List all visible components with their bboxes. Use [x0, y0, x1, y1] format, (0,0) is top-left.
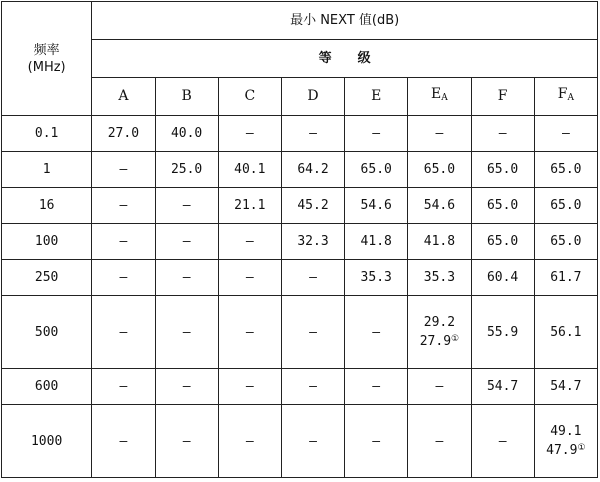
next-value-cell [345, 152, 408, 188]
next-value-cell [345, 260, 408, 296]
next-value: — [182, 433, 191, 449]
next-value-cell [281, 260, 344, 296]
next-value: — [119, 198, 128, 213]
next-value: — [498, 126, 507, 141]
class-letter: F [557, 86, 568, 102]
next-value: — [119, 433, 128, 449]
next-value-cell [155, 296, 218, 369]
next-value: 65.0 [486, 198, 519, 213]
next-value: 56.1 [550, 324, 582, 340]
next-value: 35.3 [423, 270, 456, 285]
next-value-cell [408, 188, 471, 224]
frequency-cell: 100 [2, 224, 92, 260]
next-value-cell [155, 152, 218, 188]
footnote-mark: ① [451, 334, 460, 344]
frequency-cell: 250 [2, 260, 92, 296]
next-value-cell [281, 152, 344, 188]
next-value-cell [281, 116, 344, 152]
class-header-ea [408, 78, 471, 116]
next-value-cell [471, 296, 534, 369]
next-value: 65.0 [550, 234, 582, 249]
next-value: — [182, 234, 191, 249]
next-value-cell [281, 369, 344, 405]
next-value: — [309, 379, 317, 394]
next-value: 41.8 [360, 234, 392, 249]
next-value-cell [534, 369, 597, 405]
next-value: 32.3 [297, 234, 329, 249]
next-value-cell [345, 224, 408, 260]
next-value: — [182, 379, 191, 394]
next-value-cell [408, 116, 471, 152]
table-row [2, 260, 598, 296]
next-value: 25.0 [170, 162, 203, 177]
table-row [2, 188, 598, 224]
next-value: 35.3 [360, 270, 392, 285]
next-value: — [435, 126, 444, 141]
next-value: 65.0 [550, 198, 582, 213]
next-value: 41.8 [423, 234, 456, 249]
next-value: 29.2 [423, 315, 456, 330]
table-row [2, 224, 598, 260]
next-value-cell [155, 224, 218, 260]
next-value-cell [92, 116, 155, 152]
next-value: 45.2 [297, 198, 329, 213]
next-value-cell [534, 405, 597, 478]
next-value: 54.6 [423, 198, 456, 213]
next-value: 54.7 [486, 379, 519, 394]
next-value: — [119, 234, 128, 249]
next-value-cell [471, 116, 534, 152]
class-subscript: A [567, 93, 574, 103]
next-value: 27.9① [419, 334, 460, 349]
frequency-cell: 16 [2, 188, 92, 224]
next-value: — [245, 270, 254, 285]
class-letter: E [371, 88, 382, 104]
next-value-cell [92, 405, 155, 478]
next-value-cell [345, 188, 408, 224]
next-value-cell [155, 188, 218, 224]
next-value: — [372, 324, 381, 340]
next-value: — [182, 198, 191, 213]
next-value-cell [92, 369, 155, 405]
next-value: — [119, 324, 128, 340]
next-value: 54.7 [550, 379, 582, 394]
next-value: — [309, 270, 317, 285]
frequency-header-unit: (MHz) [27, 59, 66, 75]
next-value: — [182, 270, 191, 285]
next-value-cell [471, 405, 534, 478]
next-value-cell [155, 116, 218, 152]
next-value-cell [92, 188, 155, 224]
next-value: 27.0 [107, 126, 140, 141]
next-value-cell [92, 152, 155, 188]
next-value-cell [92, 296, 155, 369]
next-value-cell [218, 296, 281, 369]
next-value-cell [218, 116, 281, 152]
next-value: — [245, 379, 254, 394]
next-value-cell [155, 260, 218, 296]
footnote-mark: ① [577, 443, 586, 453]
next-value-cell [345, 296, 408, 369]
next-value-cell [534, 224, 597, 260]
next-value: 65.0 [550, 162, 582, 177]
class-letter: E [431, 86, 442, 102]
next-value-cell [345, 369, 408, 405]
next-value: — [498, 433, 507, 449]
frequency-header [2, 2, 92, 116]
frequency-cell: 1 [2, 152, 92, 188]
next-value: 60.4 [486, 270, 519, 285]
class-header-f [471, 78, 534, 116]
next-value-cell [218, 152, 281, 188]
next-value-cell [471, 188, 534, 224]
next-value-cell [218, 369, 281, 405]
next-value-cell [534, 188, 597, 224]
next-value: — [372, 126, 381, 141]
table-row [2, 369, 598, 405]
next-value: — [372, 379, 381, 394]
class-letter: D [307, 88, 319, 104]
class-header-a [92, 78, 155, 116]
next-value: 55.9 [486, 324, 519, 340]
next-value-cell [281, 188, 344, 224]
table-row [2, 152, 598, 188]
group-title: 最小 NEXT 值(dB) [92, 2, 598, 40]
class-title: 等 级 [92, 40, 598, 78]
next-value: 61.7 [550, 270, 582, 285]
next-value-cell [471, 260, 534, 296]
table-row [2, 405, 598, 478]
next-value-cell [92, 224, 155, 260]
next-value-cell [534, 296, 597, 369]
next-value-cell [155, 405, 218, 478]
next-value: — [119, 379, 128, 394]
next-value: 21.1 [234, 198, 266, 213]
next-value-cell [408, 152, 471, 188]
next-value-cell [281, 296, 344, 369]
next-value: — [435, 433, 444, 449]
class-letter: B [181, 88, 192, 104]
next-value: 47.9① [546, 443, 586, 458]
frequency-header-label: 频率 [33, 42, 60, 58]
next-value-cell [408, 296, 471, 369]
next-value-cell [534, 260, 597, 296]
next-value: 40.0 [170, 126, 203, 141]
next-value: — [435, 379, 444, 394]
next-value-cell [281, 405, 344, 478]
next-value: — [245, 234, 254, 249]
next-value: — [561, 126, 570, 141]
next-value: 65.0 [486, 234, 519, 249]
next-value-cell [92, 260, 155, 296]
class-letter: F [497, 88, 508, 104]
class-header-c [218, 78, 281, 116]
next-value: 64.2 [297, 162, 329, 177]
next-value-cell [218, 405, 281, 478]
next-value: 49.1 [550, 424, 582, 439]
next-value: — [245, 433, 254, 449]
next-value-table [1, 1, 598, 478]
table-row [2, 296, 598, 369]
next-value-cell [155, 369, 218, 405]
next-value: — [245, 126, 254, 141]
next-value: 65.0 [423, 162, 456, 177]
next-value: 65.0 [486, 162, 519, 177]
next-value: 54.6 [360, 198, 392, 213]
next-value-cell [218, 224, 281, 260]
next-value: — [119, 270, 128, 285]
next-value-cell [345, 116, 408, 152]
class-header-fa [534, 78, 597, 116]
next-value-cell [281, 224, 344, 260]
next-value-cell [471, 224, 534, 260]
next-value: — [309, 324, 317, 340]
frequency-cell: 500 [2, 296, 92, 369]
next-value: 40.1 [234, 162, 266, 177]
next-value-cell [345, 405, 408, 478]
next-value: — [372, 433, 381, 449]
class-letter: A [118, 88, 129, 104]
class-letter: C [244, 88, 256, 104]
next-value-cell [218, 188, 281, 224]
class-header-e [345, 78, 408, 116]
frequency-cell: 0.1 [2, 116, 92, 152]
next-value-cell [408, 260, 471, 296]
next-value-cell [408, 405, 471, 478]
next-value: — [182, 324, 191, 340]
frequency-cell: 1000 [2, 405, 92, 478]
next-value: — [309, 433, 317, 449]
class-subscript: A [441, 93, 448, 103]
next-value-cell [408, 369, 471, 405]
table-row [2, 116, 598, 152]
next-value-cell [534, 116, 597, 152]
next-value: — [119, 162, 128, 177]
class-header-d [281, 78, 344, 116]
frequency-cell: 600 [2, 369, 92, 405]
next-value: 65.0 [360, 162, 392, 177]
next-value-cell [534, 152, 597, 188]
next-value-cell [471, 369, 534, 405]
next-value: — [245, 324, 254, 340]
next-value-cell [471, 152, 534, 188]
next-value: — [309, 126, 317, 141]
next-value-cell [408, 224, 471, 260]
class-header-b [155, 78, 218, 116]
next-value-cell [218, 260, 281, 296]
